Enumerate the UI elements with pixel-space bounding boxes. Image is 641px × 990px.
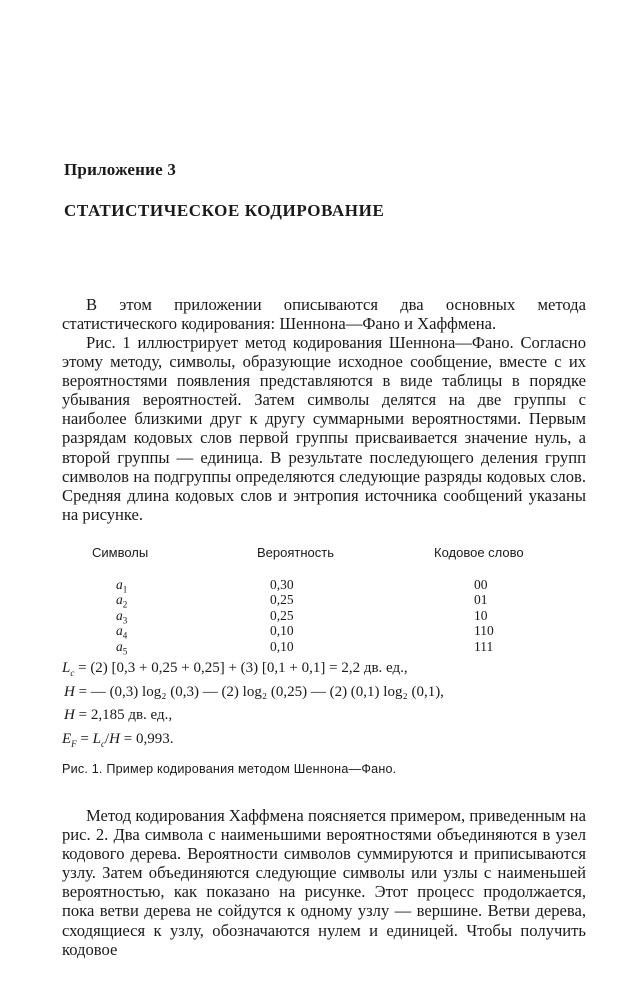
- table-row: [62, 623, 586, 641]
- table-row: [62, 592, 586, 611]
- formula-average-length-rhs: (2) [0,3 + 0,25 + 0,25] + (3) [0,1 + 0,1] = 2,2 дв. ед.,: [90, 660, 408, 676]
- table-row: [62, 577, 586, 595]
- table-cell-code: 00: [474, 577, 488, 592]
- table-cell-probability: 0,25: [270, 592, 294, 608]
- paragraph-huffman-text: Метод кодирования Хаффмена поясняется примером, приведенным на рис. 2. Два символа с наименьшими вероятностями объединяются в узел кодового дерева. Вероятности символов суммируются и приписываются узлу. Затем объединяются следующие символы или узлы с наименьшей вероятностью, как показано на рисунке. Этот процесс продолжается, пока ветви дерева не сойдутся к одному узлу — вершине. Ветви дерева, сходящиеся к узлу, обозначаются нулем и единицей. Чтобы получить кодовое: [62, 806, 586, 959]
- table-cell-code: 111: [474, 638, 494, 654]
- formula-average-length: $L_c = (2) [0,3 + 0,25 + 0,25] + (3) [0,1 + 0,1] = 2,2$ дв. ед.,: [62, 660, 408, 678]
- table-header-symbols: Символы: [92, 545, 149, 560]
- table-body: [62, 577, 586, 657]
- table-header-codeword: Кодовое слово: [434, 545, 524, 560]
- table-cell-code: 110: [474, 623, 494, 639]
- table-cell-probability: 0,30: [270, 577, 294, 592]
- table-cell-probability: 0,10: [270, 623, 294, 639]
- formula-entropy-value-rhs: 2,185 дв. ед.,: [90, 707, 173, 723]
- paragraph-intro-text: В этом приложении описываются два основных метода статистического кодирования: Шеннона—Фано и Хаффмена.: [62, 295, 586, 334]
- table-cell-symbol: $a_4$: [116, 623, 128, 641]
- paragraph-huffman: [62, 806, 586, 959]
- formula-efficiency: $E_F = L_c/H = 0,993$.: [62, 731, 174, 749]
- table-cell-symbol: $a_3$: [116, 607, 128, 626]
- table-cell-symbol: $a_2$: [116, 592, 128, 611]
- paragraph-shannon-fano: [62, 333, 586, 524]
- table-header-probability: Вероятность: [257, 545, 334, 560]
- table-cell-code: 01: [474, 592, 488, 608]
- paragraph-intro: [62, 295, 586, 333]
- formula-entropy: H = — (0,3) log₂ (0,3) — (2) log₂ (0,25) — (2) (0,1) log₂ (0,1),: [64, 684, 444, 700]
- formula-entropy-value: H = 2,185 дв. ед.,: [64, 707, 173, 723]
- table-cell-symbol: $a_1$: [116, 577, 128, 595]
- formula-efficiency-rhs: 0,993.: [135, 731, 174, 747]
- table-cell-symbol: $a_5$: [116, 638, 128, 657]
- table-cell-probability: 0,10: [270, 638, 294, 654]
- paragraph-shannon-fano-text: Рис. 1 иллюстрирует метод кодирования Шеннона—Фано. Согласно этому методу, символы, образующие исходное сообщение, вместе с их вероятностями появления представляются в виде таблицы в порядке убывания вероятностей. Затем символы делятся на две группы с наиболее близкими друг к другу суммарными вероятностями. Первым разрядам кодовых слов первой группы присваивается значение нуль, а второй группы — единица. В результате последующего деления групп символов на подгруппы определяются следующие разряды кодовых слов. Средняя длина кодовых слов и энтропия источника сообщений указаны на рисунке.: [62, 333, 586, 524]
- table-row: [62, 638, 586, 657]
- table-row: [62, 607, 586, 626]
- chapter-title: СТАТИСТИЧЕСКОЕ КОДИРОВАНИЕ: [64, 201, 385, 220]
- formula-entropy-rhs: (0,3) log₂ (0,3) — (2) log₂ (0,25) — (2) (0,1) log₂ (0,1),: [109, 684, 444, 700]
- table-cell-probability: 0,25: [270, 607, 294, 623]
- figure-caption: Рис. 1. Пример кодирования методом Шеннона—Фано.: [62, 762, 397, 776]
- table-cell-code: 10: [474, 607, 488, 623]
- appendix-label: Приложение 3: [64, 160, 177, 179]
